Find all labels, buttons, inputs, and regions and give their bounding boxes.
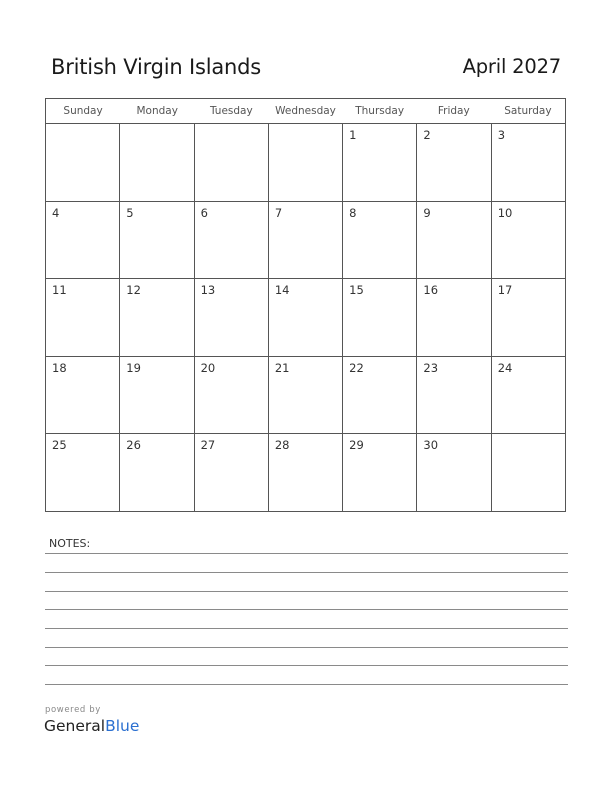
day-cell bbox=[343, 202, 417, 279]
day-number: 11 bbox=[52, 283, 67, 298]
day-cell bbox=[120, 434, 194, 512]
day-number: 15 bbox=[349, 283, 364, 298]
day-number: 30 bbox=[423, 438, 439, 453]
day-cell bbox=[46, 124, 120, 201]
day-number: 19 bbox=[126, 360, 141, 375]
note-line bbox=[45, 609, 568, 610]
day-number: 9 bbox=[423, 205, 431, 220]
day-cell bbox=[46, 202, 120, 279]
weekday-header-row bbox=[46, 99, 565, 124]
week-row bbox=[46, 202, 565, 280]
day-number: 22 bbox=[349, 360, 364, 375]
day-cell bbox=[46, 279, 120, 356]
day-number: 17 bbox=[497, 283, 513, 298]
day-number: 27 bbox=[200, 438, 216, 453]
note-line bbox=[45, 665, 568, 666]
brand-general: General bbox=[44, 717, 106, 735]
day-cell bbox=[46, 434, 120, 512]
calendar-grid bbox=[45, 98, 566, 512]
day-number: 13 bbox=[200, 283, 216, 298]
day-cell bbox=[195, 279, 269, 356]
notes-label: NOTES: bbox=[49, 537, 91, 550]
day-cell bbox=[195, 124, 269, 201]
day-cell bbox=[195, 434, 269, 512]
weekday-sunday: Sunday bbox=[63, 105, 103, 117]
day-number: 2 bbox=[423, 128, 431, 142]
day-number: 3 bbox=[497, 128, 506, 142]
week-row bbox=[46, 124, 565, 202]
weekday-tuesday: Tuesday bbox=[209, 105, 253, 117]
day-cell bbox=[492, 202, 565, 279]
weekday-saturday: Saturday bbox=[504, 105, 552, 117]
day-cell bbox=[417, 202, 491, 279]
day-number: 18 bbox=[52, 360, 67, 375]
day-number: 4 bbox=[52, 205, 60, 220]
day-cell bbox=[120, 202, 194, 279]
day-cell bbox=[417, 434, 491, 512]
weekday-wednesday: Wednesday bbox=[275, 105, 336, 117]
note-line bbox=[45, 684, 568, 685]
powered-by-text: powered by bbox=[45, 705, 101, 715]
day-number: 16 bbox=[423, 283, 439, 298]
brand-blue: Blue bbox=[105, 717, 140, 735]
month-label: April 2027 bbox=[462, 55, 561, 78]
day-cell bbox=[343, 357, 417, 434]
day-number: 26 bbox=[126, 438, 141, 453]
day-cell bbox=[120, 124, 194, 201]
day-cell bbox=[120, 279, 194, 356]
week-row bbox=[46, 279, 565, 357]
day-number: 1 bbox=[349, 128, 357, 142]
page-title: British Virgin Islands bbox=[51, 55, 262, 79]
day-number: 12 bbox=[126, 283, 141, 298]
generalblue-logo bbox=[44, 717, 139, 735]
day-number: 10 bbox=[497, 205, 513, 220]
day-cell bbox=[120, 357, 194, 434]
day-cell bbox=[492, 434, 565, 512]
day-cell bbox=[417, 279, 491, 356]
week-row bbox=[46, 357, 565, 435]
day-cell bbox=[269, 202, 343, 279]
weekday-monday: Monday bbox=[136, 105, 178, 117]
day-cell bbox=[492, 279, 565, 356]
day-cell bbox=[492, 357, 565, 434]
week-row bbox=[46, 434, 565, 512]
day-cell bbox=[417, 124, 491, 201]
day-number: 20 bbox=[200, 360, 216, 375]
day-number: 23 bbox=[423, 360, 439, 375]
note-line bbox=[45, 572, 568, 573]
day-cell bbox=[46, 357, 120, 434]
day-number: 6 bbox=[200, 205, 208, 220]
day-cell bbox=[269, 279, 343, 356]
weekday-thursday: Thursday bbox=[355, 105, 405, 117]
day-cell bbox=[343, 124, 417, 201]
day-number: 24 bbox=[497, 360, 513, 375]
day-number: 7 bbox=[274, 205, 283, 220]
day-cell bbox=[269, 124, 343, 201]
note-line bbox=[45, 591, 568, 592]
day-number: 14 bbox=[274, 283, 290, 298]
day-cell bbox=[343, 434, 417, 512]
day-cell bbox=[195, 202, 269, 279]
note-line bbox=[45, 647, 568, 648]
day-cell bbox=[417, 357, 491, 434]
day-cell bbox=[195, 357, 269, 434]
day-cell bbox=[269, 357, 343, 434]
weekday-friday: Friday bbox=[437, 105, 470, 117]
note-line bbox=[45, 628, 568, 629]
day-number: 29 bbox=[349, 438, 364, 453]
day-number: 28 bbox=[274, 438, 290, 453]
day-number: 21 bbox=[274, 360, 290, 375]
note-line bbox=[45, 553, 568, 554]
day-cell bbox=[343, 279, 417, 356]
day-number: 25 bbox=[52, 438, 67, 453]
day-number: 8 bbox=[349, 205, 357, 220]
day-number: 5 bbox=[126, 205, 134, 220]
day-cell bbox=[269, 434, 343, 512]
day-cell bbox=[492, 124, 565, 201]
